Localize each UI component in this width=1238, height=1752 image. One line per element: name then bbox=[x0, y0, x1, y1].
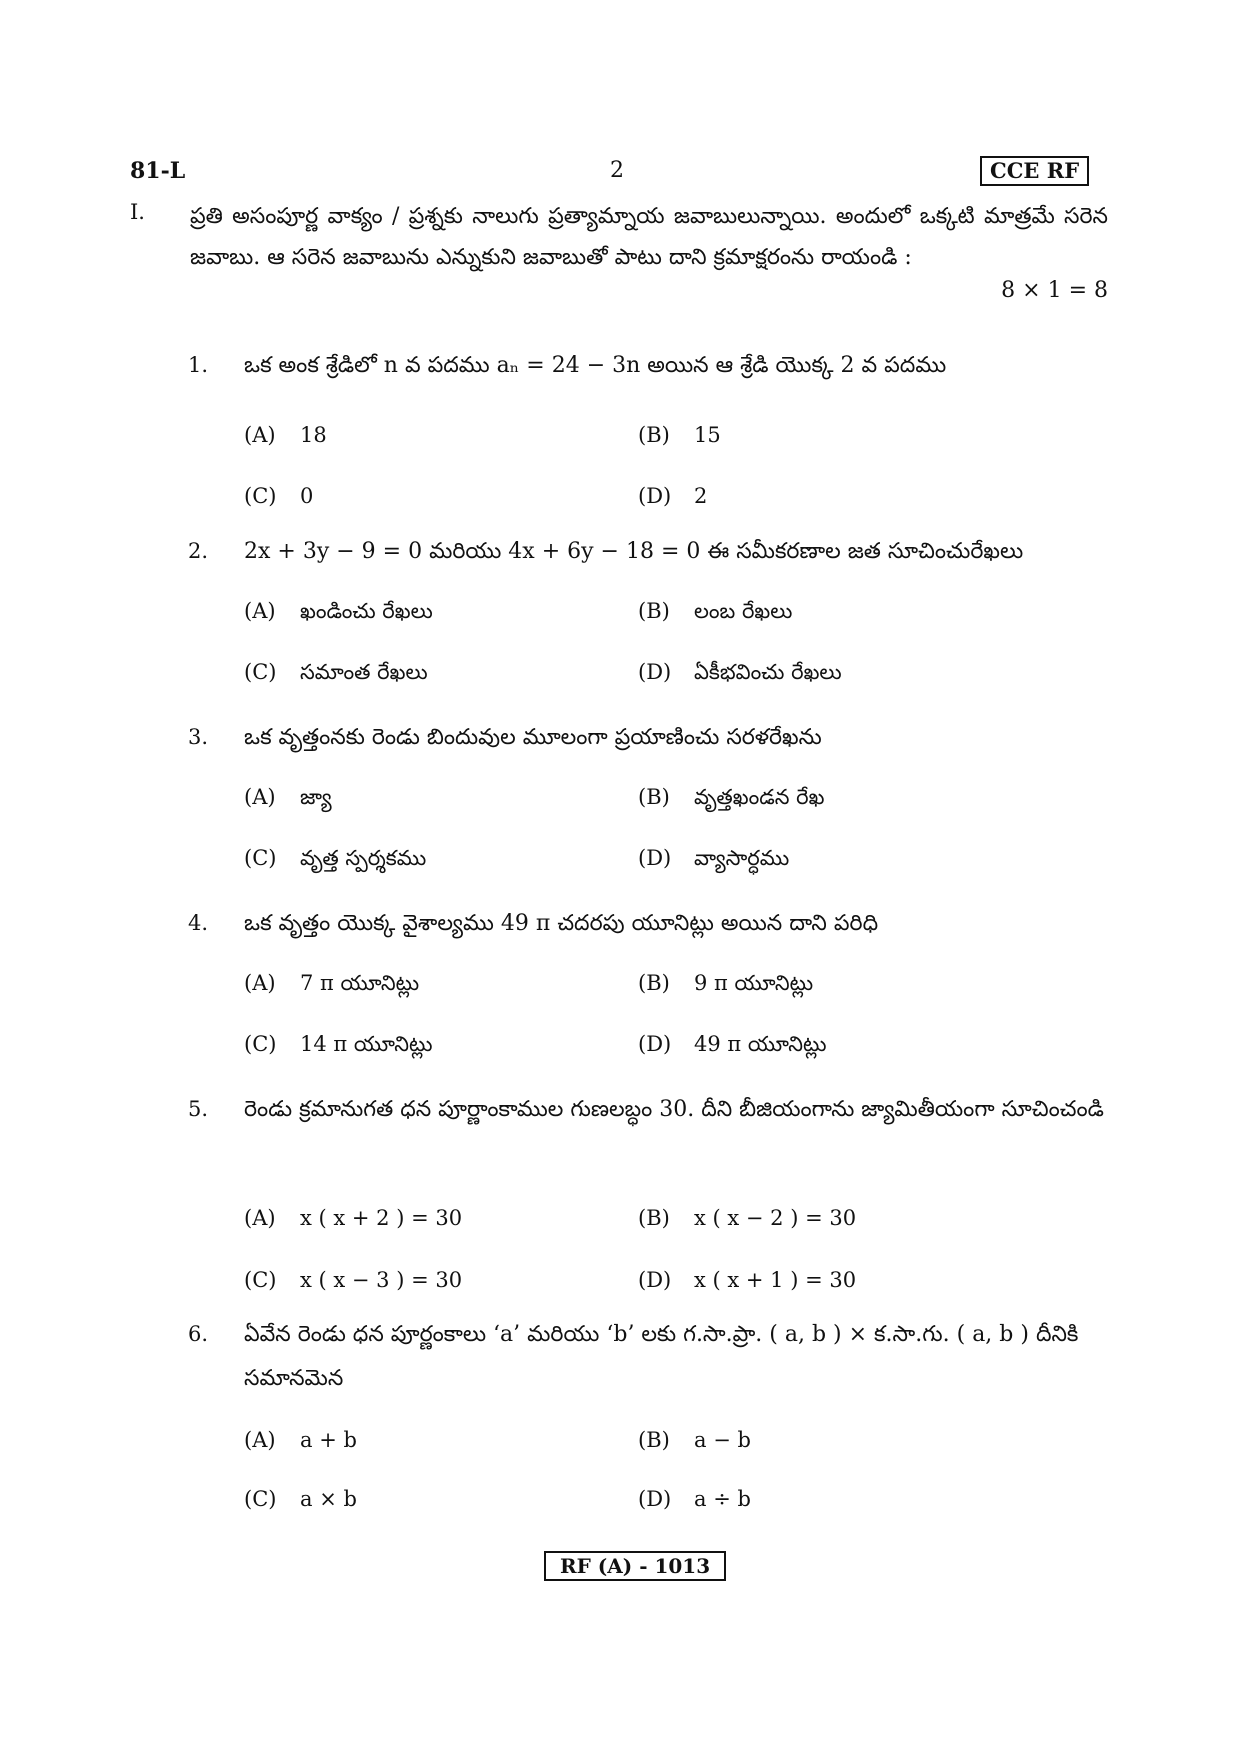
option-c bbox=[244, 846, 426, 876]
question-text: 2x + 3y − 9 = 0 మరియు 4x + 6y − 18 = 0 ఈ సమీకరణాల జత సూచించురేఖలు bbox=[244, 539, 1024, 564]
option-a bbox=[244, 785, 332, 815]
option-text: a ÷ b bbox=[694, 1487, 751, 1511]
option-text: జ్యా bbox=[300, 785, 332, 809]
option-label: (D) bbox=[638, 484, 672, 508]
option-text: a − b bbox=[694, 1428, 751, 1452]
option-label: (B) bbox=[638, 785, 670, 809]
option-a bbox=[244, 1206, 462, 1230]
option-label: (D) bbox=[638, 1268, 672, 1292]
option-text: 49 π యూనిట్లు bbox=[694, 1032, 827, 1056]
option-label: (A) bbox=[244, 423, 276, 447]
option-text: వృత్తఖండన రేఖ bbox=[694, 785, 825, 809]
option-label: (D) bbox=[638, 1032, 672, 1056]
question-text: ఒక వృత్తం యొక్క వైశాల్యము 49 π చదరపు యూనిట్లు అయిన దాని పరిధి bbox=[244, 911, 879, 936]
option-text: ఏకీభవించు రేఖలు bbox=[694, 660, 842, 684]
paper-code: 81-L bbox=[130, 158, 186, 184]
section-number: I. bbox=[130, 200, 145, 224]
option-d bbox=[638, 484, 707, 508]
option-label: (A) bbox=[244, 1428, 276, 1452]
question-number: 5. bbox=[188, 1097, 209, 1121]
question-number: 6. bbox=[188, 1322, 209, 1346]
option-label: (C) bbox=[244, 484, 277, 508]
option-b bbox=[638, 599, 792, 629]
option-c bbox=[244, 1487, 357, 1511]
section-marks: 8 × 1 = 8 bbox=[1001, 278, 1108, 303]
option-label: (D) bbox=[638, 846, 672, 870]
question-number: 1. bbox=[188, 353, 209, 377]
option-c bbox=[244, 1032, 432, 1062]
option-text: 0 bbox=[300, 484, 314, 508]
option-label: (C) bbox=[244, 1487, 277, 1511]
option-text: a × b bbox=[300, 1487, 357, 1511]
question-text: ఒక వృత్తంనకు రెండు బిందువుల మూలంగా ప్రయాణించు సరళరేఖను bbox=[244, 725, 822, 750]
option-a bbox=[244, 1428, 357, 1452]
option-label: (A) bbox=[244, 971, 276, 995]
option-d bbox=[638, 1487, 751, 1511]
option-label: (C) bbox=[244, 1268, 277, 1292]
option-label: (D) bbox=[638, 660, 672, 684]
option-text: లంబ రేఖలు bbox=[694, 599, 793, 623]
option-label: (B) bbox=[638, 599, 670, 623]
question-number: 4. bbox=[188, 911, 209, 935]
option-label: (D) bbox=[638, 1487, 672, 1511]
option-label: (A) bbox=[244, 599, 276, 623]
question-text: రెండు క్రమానుగత ధన పూర్ణాంకాముల గుణలబ్ధం 30. దీని బీజియంగాను జ్యామితీయంగా సూచించండి bbox=[244, 1097, 1104, 1122]
page-number: 2 bbox=[610, 158, 624, 183]
option-text: x ( x + 2 ) = 30 bbox=[300, 1206, 463, 1230]
option-b bbox=[638, 785, 825, 815]
option-label: (A) bbox=[244, 1206, 276, 1230]
option-c bbox=[244, 660, 428, 690]
section-instruction: ప్రతి అసంపూర్ణ వాక్యం / ప్రశ్నకు నాలుగు ప్రత్యామ్నాయ జవాబులున్నాయి. అందులో ఒక్కటి మాత్రమే సరెన జవాబు. ఆ సరెన జవాబును ఎన్నుకుని జవాబుతో పాటు దాని క్రమాక్షరంను రాయండి : bbox=[190, 204, 1108, 270]
option-text: 2 bbox=[694, 484, 708, 508]
option-text: x ( x − 2 ) = 30 bbox=[694, 1206, 857, 1230]
option-a bbox=[244, 423, 327, 447]
option-b bbox=[638, 971, 813, 1001]
option-a bbox=[244, 971, 419, 1001]
option-d bbox=[638, 846, 789, 876]
question-text: ఒక అంక శ్రేడిలో n వ పదము aₙ = 24 − 3n అయిన ఆ శ్రేడి యొక్క 2 వ పదము bbox=[244, 353, 947, 378]
option-d bbox=[638, 1032, 826, 1062]
option-label: (B) bbox=[638, 971, 670, 995]
question-text: ఏవేన రెండు ధన పూర్ణంకాలు ‘a’ మరియు ‘b’ లకు గ.సా.ప్రా. ( a, b ) × క.సా.గు. ( a, b ) దీనికి సమానమెన bbox=[244, 1322, 1079, 1391]
footer-code: RF (A) - 1013 bbox=[544, 1551, 726, 1581]
option-text: 9 π యూనిట్లు bbox=[694, 971, 814, 995]
option-text: ఖండించు రేఖలు bbox=[300, 599, 433, 623]
option-label: (C) bbox=[244, 846, 277, 870]
option-c bbox=[244, 484, 313, 508]
option-b bbox=[638, 1428, 751, 1452]
option-label: (C) bbox=[244, 1032, 277, 1056]
option-text: 14 π యూనిట్లు bbox=[300, 1032, 433, 1056]
option-text: వృత్త స్పర్శకము bbox=[300, 846, 427, 870]
option-label: (C) bbox=[244, 660, 277, 684]
option-text: 15 bbox=[694, 423, 721, 447]
option-text: a + b bbox=[300, 1428, 357, 1452]
option-text: x ( x + 1 ) = 30 bbox=[694, 1268, 857, 1292]
option-d bbox=[638, 660, 842, 690]
option-label: (A) bbox=[244, 785, 276, 809]
option-label: (B) bbox=[638, 1206, 670, 1230]
option-text: 18 bbox=[300, 423, 327, 447]
option-b bbox=[638, 1206, 856, 1230]
option-label: (B) bbox=[638, 1428, 670, 1452]
option-d bbox=[638, 1268, 856, 1292]
option-b bbox=[638, 423, 721, 447]
series-box: CCE RF bbox=[980, 156, 1089, 186]
option-text: వ్యాసార్ధము bbox=[694, 846, 790, 870]
option-text: x ( x − 3 ) = 30 bbox=[300, 1268, 463, 1292]
option-c bbox=[244, 1268, 462, 1292]
option-text: 7 π యూనిట్లు bbox=[300, 971, 420, 995]
question-number: 2. bbox=[188, 539, 209, 563]
option-text: సమాంత రేఖలు bbox=[300, 660, 428, 684]
option-label: (B) bbox=[638, 423, 670, 447]
question-number: 3. bbox=[188, 725, 209, 749]
option-a bbox=[244, 599, 433, 629]
